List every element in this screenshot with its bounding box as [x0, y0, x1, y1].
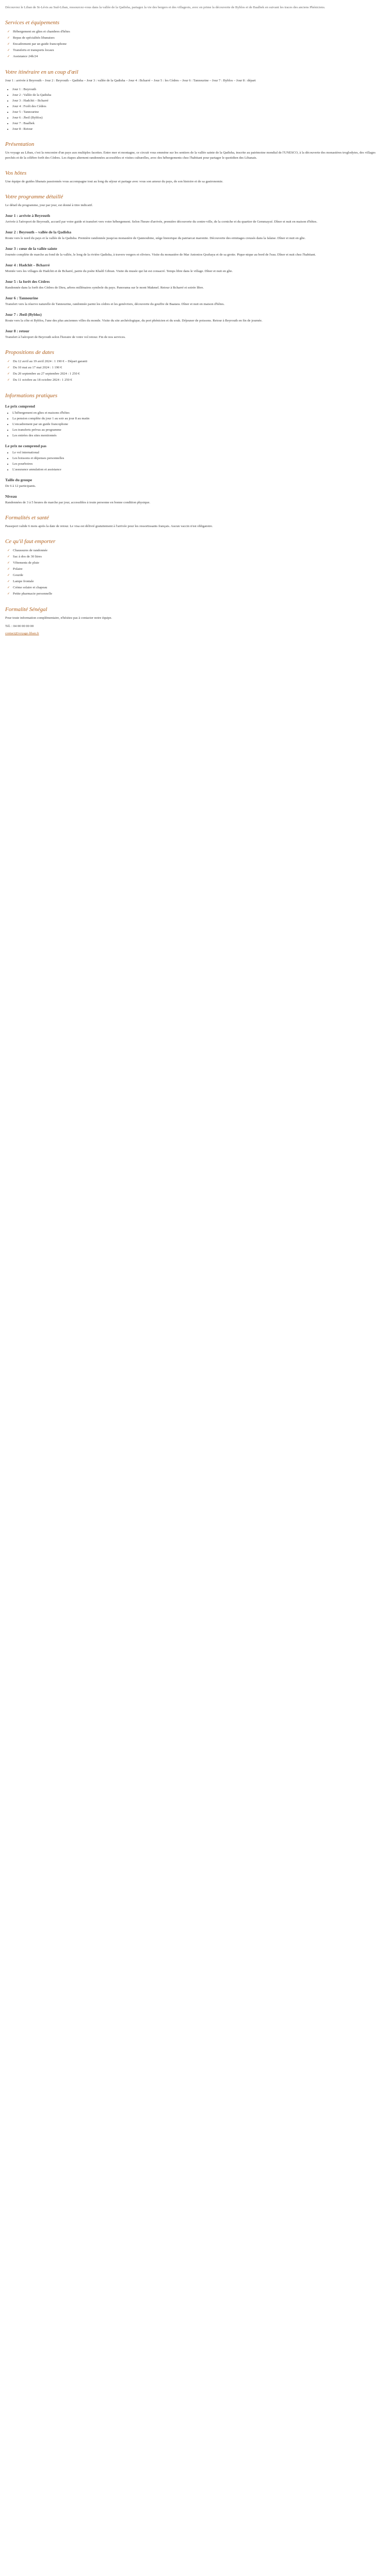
list-item: • Les pourboires	[12, 461, 376, 467]
gear-list	[5, 548, 376, 597]
list-item: • L'hébergement en gîtes et maisons d'hôtes	[12, 410, 376, 416]
price-list	[5, 410, 376, 438]
section-title-gear: Ce qu'il faut emporter	[5, 538, 56, 545]
not-included-title: Le prix ne comprend pas	[5, 444, 46, 448]
itinerary-intro: Jour 1 : arrivée à Beyrouth – Jour 2 : Beyrouth – Qadisha – Jour 3 : vallée de la Qadisha – Jour 4 : Bcharré – Jour 5 : les Cèdres – Jour 6 : Tannourine – Jour 7 : Byblos – Jour 8 : départ	[5, 79, 256, 82]
list-item: ✓ Petite pharmacie personnelle	[7, 591, 376, 597]
list-item: ✓ Lampe frontale	[7, 579, 376, 585]
list-item: • Jour 1 : Beyrouth	[12, 87, 376, 92]
section-title-formalities: Formalités et santé	[5, 515, 49, 521]
contact-email-link[interactable]: contact@voyage-liban.fr	[5, 632, 39, 635]
section-title-program: Votre programme détaillé	[5, 194, 63, 200]
not-included-list	[5, 450, 376, 472]
day-text: Arrivée à l'aéroport de Beyrouth, accueil par votre guide et transfert vers votre hébergement. Selon l'heure d'arrivée, première découverte du centre-ville, de la corniche et du quartier de Gemmayzé. Dîner et nuit en maison d'hôtes.	[5, 220, 318, 224]
level-title: Niveau	[5, 494, 17, 499]
group-text: De 6 à 12 participants.	[5, 484, 36, 488]
list-item: • Jour 7 : Baalbek	[12, 121, 376, 126]
contact-text: Pour toute information complémentaire, n'hésitez pas à contacter notre équipe.	[5, 616, 112, 620]
list-item: • Les transferts prévus au programme	[12, 427, 376, 433]
list-item: ✓ Crème solaire et chapeau	[7, 585, 376, 591]
day-title: Jour 8 : retour	[5, 329, 30, 333]
list-item: ✓ Repas de spécialités libanaises	[7, 35, 376, 41]
list-item: ✓ Vêtements de pluie	[7, 560, 376, 566]
day-title: Jour 5 : la forêt des Cèdres	[5, 279, 50, 284]
section-title-info: Informations pratiques	[5, 393, 58, 399]
dates-list	[5, 359, 376, 383]
date-item[interactable]: ✓ Du 12 avril au 19 avril 2024 : 1 190 € – Départ garanti	[7, 359, 376, 365]
group-title: Taille du groupe	[5, 478, 32, 482]
list-item: ✓ Encadrement par un guide francophone	[7, 41, 376, 47]
program-intro: Le détail du programme, jour par jour, est donné à titre indicatif.	[5, 204, 93, 207]
section-title-dates: Propositions de dates	[5, 349, 54, 355]
date-item[interactable]: ✓ Du 20 septembre au 27 septembre 2024 : 1 250 €	[7, 371, 376, 377]
day-text: Journée complète de marche au fond de la vallée, le long de la rivière Qadisha, à travers vergers et oliviers. Visite du monastère de Mar Antonios Qozhaya et de sa grotte. Pique-nique au bord de l'eau. Dîner et nuit chez l'habitant.	[5, 253, 316, 257]
intro-line: Découvrez le Liban de St-Lévis au Sud-Liban, ressourcez-vous dans la vallée de la Qadisha, partagez la vie des bergers et des villageois, avec en prime la découverte de Byblos et de Baalbek en suivant les traces des anciens Phéniciens.	[5, 6, 325, 9]
list-item: • Jour 8 : Retour	[12, 126, 376, 132]
day-text: Randonnée dans la forêt des Cèdres de Dieu, arbres millénaires symbole du pays. Panorama sur le mont Makmel. Retour à Bcharré et soirée libre.	[5, 286, 204, 290]
list-item: • Le vol international	[12, 450, 376, 455]
list-item: • La pension complète du jour 1 au soir au jour 8 au matin	[12, 416, 376, 421]
day-title: Jour 4 : Hadchit – Bcharré	[5, 263, 50, 267]
list-item: ✓ Hébergement en gîtes et chambres d'hôtes	[7, 29, 376, 35]
list-item: ✓ Chaussures de randonnée	[7, 548, 376, 554]
day-title: Jour 2 : Beyrouth – vallée de la Qadisha	[5, 230, 72, 234]
presentation-text: Un voyage au Liban, c'est la rencontre d'un pays aux multiples facettes. Entre mer et montagne, ce circuit vous emmène sur les sentiers de la vallée sainte de la Qadisha, inscrite au patrimoine mondial de l'UNESCO, à la découverte des monastères troglodytes, des villages perchés et de la célèbre forêt des Cèdres. Les étapes alternent randonnées accessibles et visites culturelles, avec des hébergements chez l'habitant pour partager le quotidien des Libanais.	[5, 151, 376, 160]
list-item: ✓ Sac à dos de 30 litres	[7, 554, 376, 560]
list-item: • Jour 6 : Jbeil (Byblos)	[12, 115, 376, 121]
section-title-contact: Formalité Sénégal	[5, 606, 47, 613]
section-title-hosts: Vos hôtes	[5, 170, 27, 176]
list-item: • Les boissons et dépenses personnelles	[12, 455, 376, 461]
contact-phone[interactable]: Tél. : 04 00 00 00 00	[5, 624, 34, 628]
day-text: Montée vers les villages de Hadchit et de Bcharré, patrie du poète Khalil Gibran. Visite du musée qui lui est consacré. Temps libre dans le village. Dîner et nuit en gîte.	[5, 269, 233, 273]
list-item: • Jour 5 : Tannourine	[12, 109, 376, 115]
list-item: • L'encadrement par un guide francophone	[12, 421, 376, 427]
list-item: • Les entrées des sites mentionnés	[12, 433, 376, 438]
level-text: Randonnées de 3 à 5 heures de marche par jour, accessibles à toute personne en bonne condition physique.	[5, 501, 151, 504]
day-text: Route vers le nord du pays et la vallée de la Qadisha. Première randonnée jusqu'au monastère de Qannoubine, siège historique du patriarcat maronite. Découverte des ermitages creusés dans la falaise. Dîner et nuit en gîte.	[5, 236, 306, 240]
list-item: • Jour 4 : Forêt des Cèdres	[12, 104, 376, 109]
day-text: Transfert vers la réserve naturelle de Tannourine, randonnée parmi les cèdres et les genévriers, découverte du gouffre de Baatara. Dîner et nuit en maison d'hôtes.	[5, 302, 225, 306]
section-title-services: Services et équipements	[5, 20, 60, 26]
list-item: ✓ Transferts et transports locaux	[7, 47, 376, 54]
list-item: • L'assurance annulation et assistance	[12, 467, 376, 472]
section-title-itinerary: Votre itinéraire en un coup d'œil	[5, 69, 78, 75]
hosts-text: Une équipe de guides libanais passionnés vous accompagne tout au long du séjour et partage avec vous son amour du pays, de son histoire et de sa gastronomie.	[5, 180, 223, 183]
day-title: Jour 6 : Tannourine	[5, 296, 38, 300]
date-item[interactable]: ✓ Du 10 mai au 17 mai 2024 : 1 190 €	[7, 365, 376, 371]
day-text: Route vers la côte et Byblos, l'une des plus anciennes villes du monde. Visite du site archéologique, du port phénicien et du souk. Déjeuner de poissons. Retour à Beyrouth en fin de journée.	[5, 319, 263, 323]
day-text: Transfert à l'aéroport de Beyrouth selon l'horaire de votre vol retour. Fin de nos services.	[5, 335, 126, 339]
page	[0, 0, 381, 642]
date-item[interactable]: ✓ Du 11 octobre au 18 octobre 2024 : 1 250 €	[7, 377, 376, 383]
formalities-text: Passeport valide 6 mois après la date de retour. Le visa est délivré gratuitement à l'arrivée pour les ressortissants français. Aucun vaccin n'est obligatoire.	[5, 524, 213, 528]
day-title: Jour 1 : arrivée à Beyrouth	[5, 213, 51, 218]
list-item: ✓ Polaire	[7, 566, 376, 572]
list-item: • Jour 3 : Hadchit – Bcharré	[12, 98, 376, 104]
list-item: ✓ Assistance 24h/24	[7, 54, 376, 60]
day-title: Jour 7 : Jbeil (Byblos)	[5, 312, 42, 317]
services-list	[5, 29, 376, 60]
day-title: Jour 3 : cœur de la vallée sainte	[5, 246, 57, 251]
list-item: ✓ Gourde	[7, 572, 376, 579]
section-title-presentation: Présentation	[5, 141, 35, 147]
itinerary-list	[5, 87, 376, 132]
list-item: • Jour 2 : Vallée de la Qadisha	[12, 92, 376, 98]
price-title: Le prix comprend	[5, 404, 35, 409]
